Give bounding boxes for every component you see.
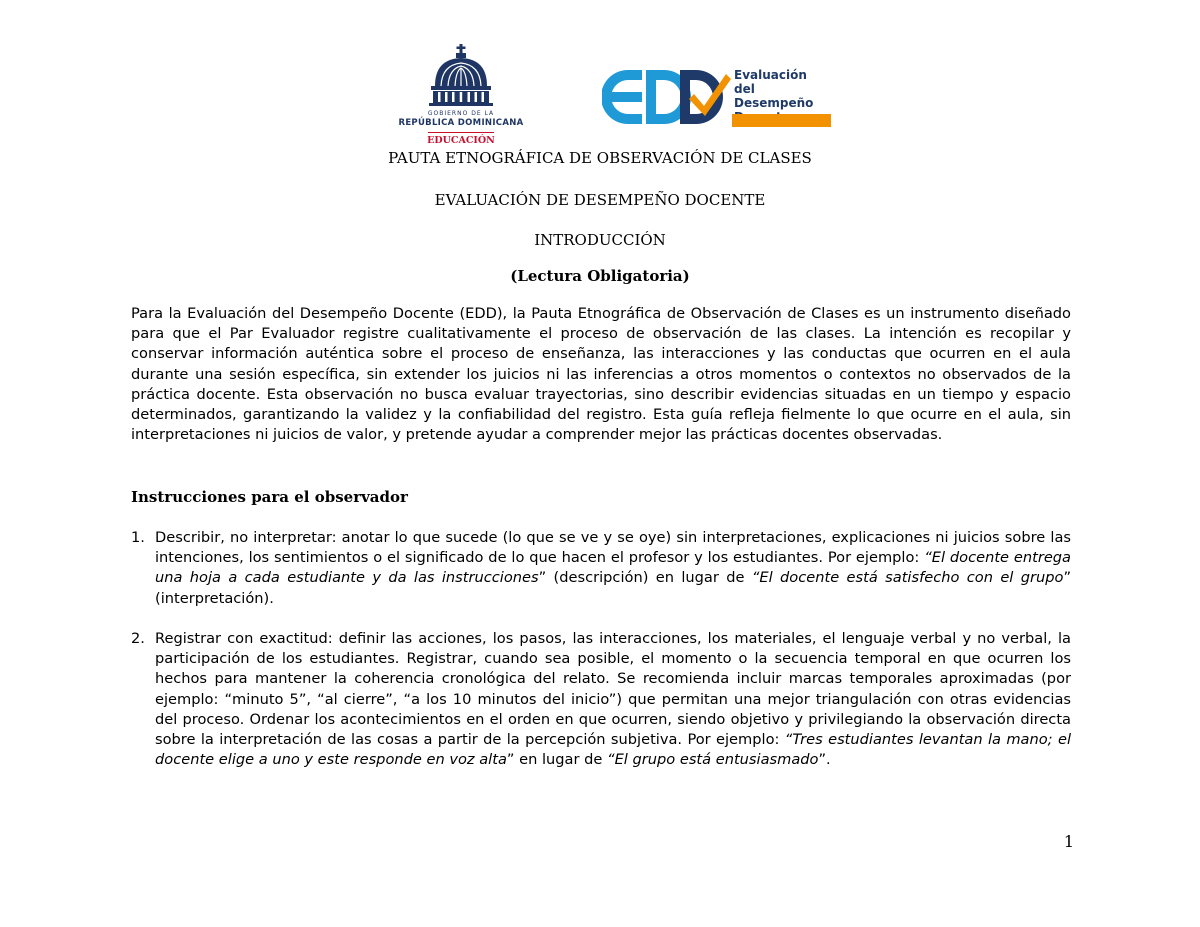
list-item-text: ”.: [818, 751, 831, 769]
gov-logo-line-1: GOBIERNO DE LA: [427, 110, 495, 117]
list-item-text: ” en lugar de: [506, 751, 608, 769]
document-title: PAUTA ETNOGRÁFICA DE OBSERVACIÓN DE CLASES: [388, 149, 812, 167]
gov-logo-divider: [428, 132, 494, 133]
list-item: [155, 528, 1071, 609]
edd-logo: [602, 64, 834, 130]
intro-paragraph: Para la Evaluación del Desempeño Docente (EDD), la Pauta Etnográfica de Observación de Clases es un instrumento diseñado para que el Par Evaluador registre cualitativamente el proceso de observación de las clases. La intención es recopilar y conservar información auténtica sobre el proceso de enseñanza, las interacciones y las conductas que ocurren en el aula durante una sesión específica, sin extender los juicios ni las inferencias a otros momentos o contextos no observados de la práctica docente. Esta observación no busca evaluar trayectorias, sino describir evidencias situadas en un tiempo y espacio determinados, garantizando la validez y la confiabilidad del registro. Esta guía refleja fielmente lo que ocurre en el aula, sin interpretaciones ni juicios de valor, y pretende ayudar a comprender mejor las prácticas docentes observadas.: [131, 305, 1071, 444]
list-item-text: Describir, no interpretar: anotar lo que sucede (lo que se ve y se oye) sin interpretaciones, explicaciones ni juicios sobre las intenciones, los sentimientos o el significado de lo que hacen el profesor y los estudiantes. Por ejemplo:: [155, 529, 1071, 567]
page-number: 1: [1063, 832, 1074, 851]
edd-wordmark-icon: [602, 66, 732, 128]
list-item-number: 1.: [131, 529, 145, 546]
edd-text-line-1: Evaluación: [734, 68, 807, 82]
example-description: “El docente entrega una hoja a cada estudiante y da las instrucciones: [155, 549, 1071, 587]
list-item: [155, 629, 1071, 770]
document-subtitle: EVALUACIÓN DE DESEMPEÑO DOCENTE: [434, 191, 766, 209]
list-item-number: 2.: [131, 630, 145, 647]
example-interpretation: “El grupo está entusiasmado: [607, 751, 819, 769]
dome-emblem-icon: [427, 44, 495, 108]
list-item-text: Registrar con exactitud: definir las acciones, los pasos, las interacciones, los materiales, el lenguaje verbal y no verbal, la participación de los estudiantes. Registrar, cuando sea posible, el momento o la secuencia temporal en que ocurren los hechos para mantener la coherencia cronológica del relato. Se recomienda incluir marcas temporales aproximadas (por ejemplo: “minuto 5”, “al cierre”, “a los 10 minutos del inicio”) que permitan una mejor triangulación con otras evidencias del proceso. Ordenar los acontecimientos en el orden en que ocurren, siendo objetivo y privilegiando la observación directa sobre la interpretación de las cosas a partir de la percepción subjetiva. Por ejemplo:: [155, 630, 1071, 749]
section-heading: INTRODUCCIÓN: [534, 231, 666, 249]
gobierno-educacion-logo: [390, 44, 532, 148]
list-item-text: ” (descripción) en lugar de: [538, 569, 752, 587]
edd-text-line-2: del Desempeño: [734, 82, 814, 110]
gov-logo-line-3: EDUCACIÓN: [427, 135, 495, 146]
reading-note: (Lectura Obligatoria): [510, 267, 690, 285]
example-interpretation: “El docente está satisfecho con el grupo: [751, 569, 1064, 587]
instructions-heading: Instrucciones para el observador: [131, 488, 408, 506]
example-description: “Tres estudiantes levantan la mano; el docente elige a uno y este responde en voz alta: [155, 731, 1072, 769]
list-item-text: ” (interpretación).: [155, 569, 1071, 607]
edd-orange-bar: [732, 114, 831, 127]
gov-logo-line-2: REPÚBLICA DOMINICANA: [398, 118, 524, 128]
